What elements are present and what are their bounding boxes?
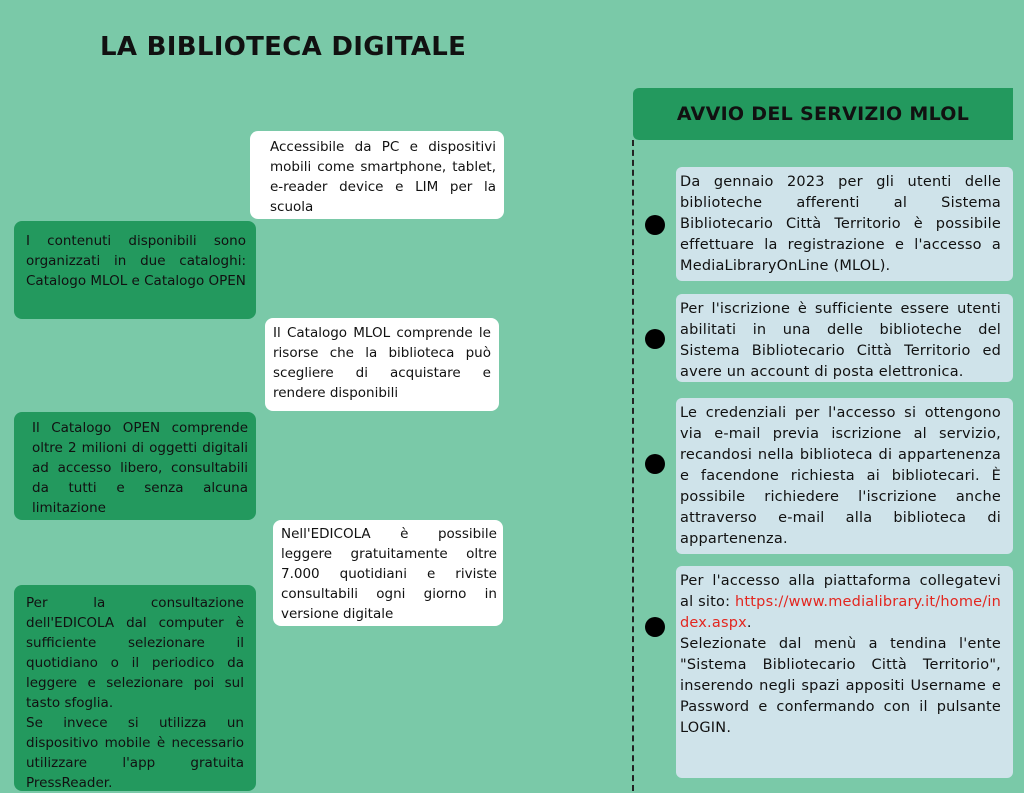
bullet-dot: [645, 454, 665, 474]
info-text: Il Catalogo MLOL comprende le risorse che la biblioteca può scegliere di acquistare e rendere disponibili: [273, 325, 491, 401]
info-box-edicola: [273, 520, 503, 626]
link-punctuation: .: [746, 615, 752, 631]
info-box-catalogs: [14, 221, 256, 319]
step-box-4: [676, 566, 1013, 778]
medialibrary-link[interactable]: https://www.medialibrary.it/home/index.aspx: [680, 594, 1001, 631]
step-text: Da gennaio 2023 per gli utenti delle biblioteche afferenti al Sistema Bibliotecario Città Territorio è possibile effettuare la registrazione e l'accesso a MediaLibraryOnLine (MLOL).: [680, 174, 1001, 274]
bullet-dot: [645, 329, 665, 349]
section-header: AVVIO DEL SERVIZIO MLOL: [633, 88, 1013, 140]
info-text: Nell'EDICOLA è possibile leggere gratuitamente oltre 7.000 quotidiani e riviste consultabili ogni giorno in versione digitale: [281, 526, 497, 622]
step-text: Per l'accesso alla piattaforma collegatevi al sito:: [680, 573, 1001, 610]
info-text: Se invece si utilizza un dispositivo mobile è necessario utilizzare l'app gratuita PressReader.: [26, 715, 244, 791]
info-box-devices: [250, 131, 504, 219]
info-text: Per la consultazione dell'EDICOLA dal computer è sufficiente selezionare il quotidiano o il periodico da leggere e selezionare poi sul tasto sfoglia.: [26, 595, 244, 711]
step-text: Le credenziali per l'accesso si ottengono via e-mail previa iscrizione al servizio, recandosi nella biblioteca di appartenenza e facendone richiesta ai bibliotecari. È possibile richiedere l'iscrizione anche attraverso e-mail alla biblioteca di appartenenza.: [680, 405, 1001, 547]
step-box-3: [676, 398, 1013, 554]
timeline-line: [632, 140, 634, 791]
info-text: Il Catalogo OPEN comprende oltre 2 milioni di oggetti digitali ad accesso libero, consultabili da tutti e senza alcuna limitazione: [32, 420, 248, 516]
info-text: Accessibile da PC e dispositivi mobili come smartphone, tablet, e-reader device e LIM per la scuola: [270, 139, 496, 215]
bullet-dot: [645, 215, 665, 235]
bullet-dot: [645, 617, 665, 637]
info-box-catalogo-mlol: [265, 318, 499, 411]
step-box-1: [676, 167, 1013, 281]
step-box-2: [676, 294, 1013, 382]
step-text: Per l'iscrizione è sufficiente essere utenti abilitati in una delle biblioteche del Sistema Bibliotecario Città Territorio ed avere un account di posta elettronica.: [680, 301, 1001, 380]
info-text: I contenuti disponibili sono organizzati in due cataloghi: Catalogo MLOL e Catalogo OPEN: [26, 233, 246, 289]
page-title: LA BIBLIOTECA DIGITALE: [100, 32, 467, 62]
info-box-catalogo-open: [14, 412, 256, 520]
step-text: Selezionate dal menù a tendina l'ente "Sistema Bibliotecario Città Territorio", inserendo negli spazi appositi Username e Password e confermando con il pulsante LOGIN.: [680, 636, 1001, 736]
info-box-edicola-consultazione: [14, 585, 256, 791]
